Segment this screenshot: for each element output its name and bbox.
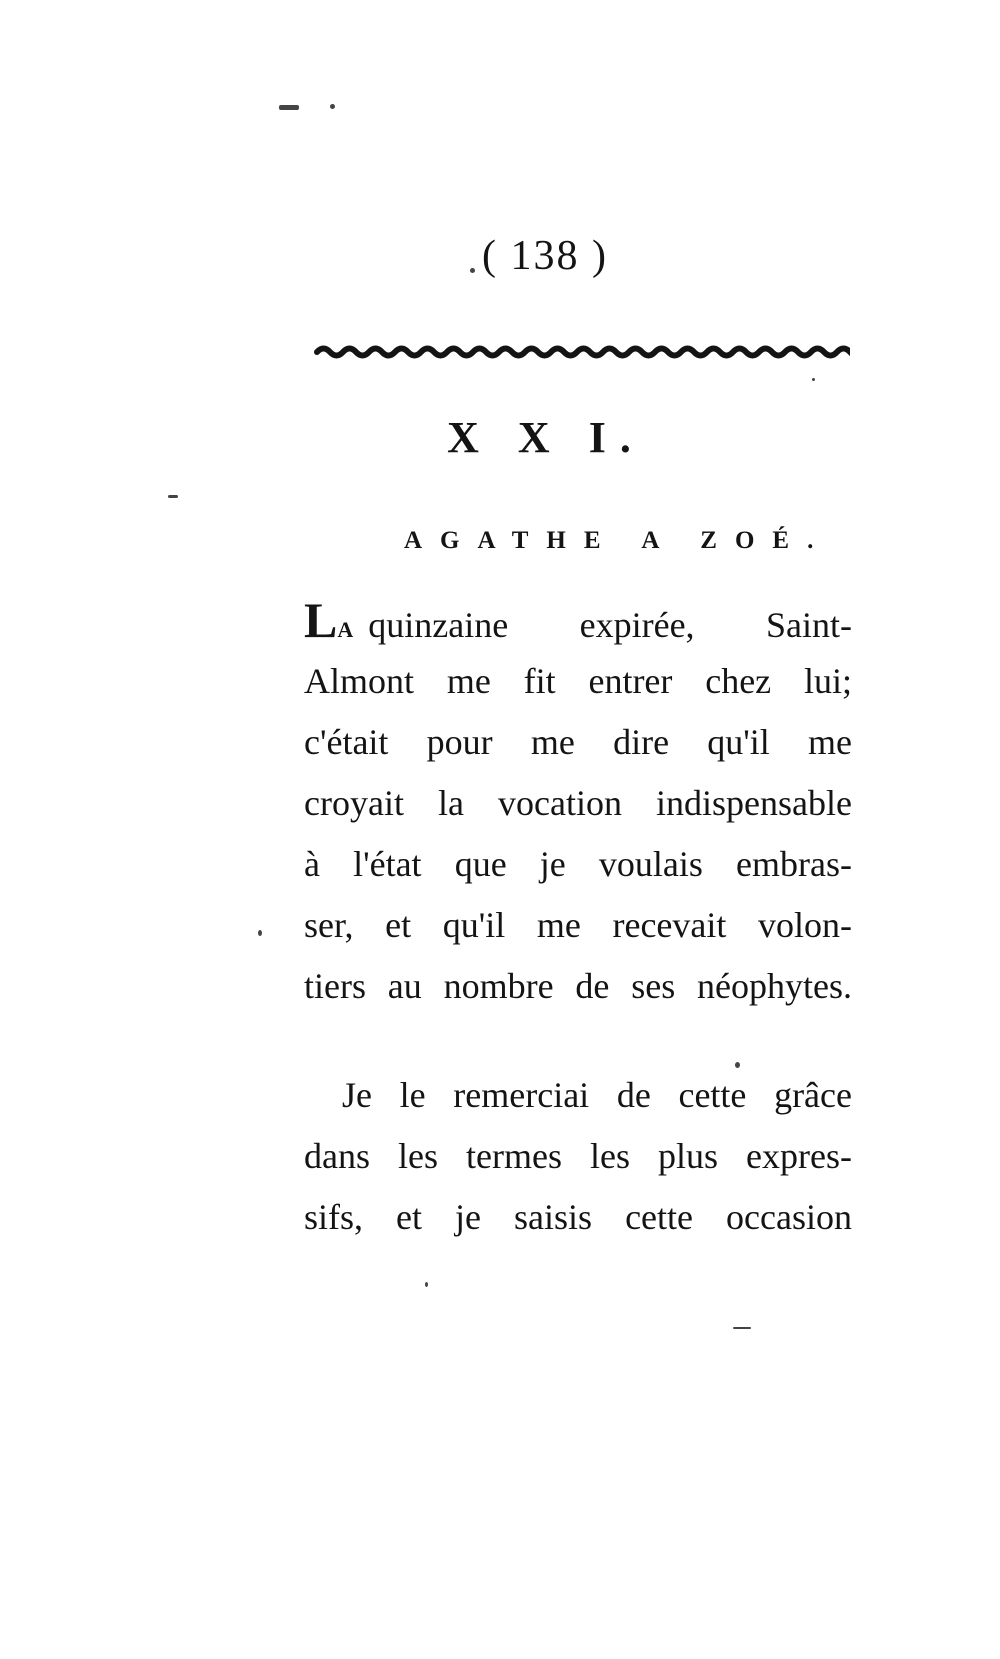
scan-speck (168, 495, 178, 498)
paragraph-line: dans les termes les plus expres- (304, 1136, 852, 1176)
line-text: quinzaine expirée, Saint- (368, 605, 852, 645)
wavy-rule-ornament (314, 338, 850, 366)
paragraph-line: ser, et qu'il me recevait volon- (304, 905, 852, 945)
letter-heading: AGATHE A ZOÉ. (404, 527, 832, 554)
paragraph-1 (304, 590, 852, 1017)
scan-speck (279, 105, 299, 110)
paragraph-line (304, 590, 852, 651)
scan-speck (812, 378, 815, 381)
paragraph-line: croyait la vocation indispensable (304, 783, 852, 823)
small-caps: A (337, 617, 355, 642)
paragraph-line: à l'état que je voulais embras- (304, 844, 852, 884)
paragraph-line: sifs, et je saisis cette occasion (304, 1197, 852, 1237)
paragraph-line: c'était pour me dire qu'il me (304, 722, 852, 762)
drop-cap: L (304, 592, 338, 648)
paragraph-line: tiers au nombre de ses néophytes. (304, 966, 852, 1006)
paragraph-line: Je le remerciai de cette grâce (342, 1075, 852, 1115)
scan-speck (258, 930, 262, 936)
paragraph-2 (304, 1065, 852, 1248)
scan-speck (425, 1282, 428, 1287)
paragraph-line: Almont me fit entrer chez lui; (304, 661, 852, 701)
page-number: ( 138 ) (482, 233, 608, 279)
chapter-number: X X I. (447, 413, 645, 462)
scan-speck (330, 104, 335, 109)
scan-speck (733, 1327, 751, 1329)
